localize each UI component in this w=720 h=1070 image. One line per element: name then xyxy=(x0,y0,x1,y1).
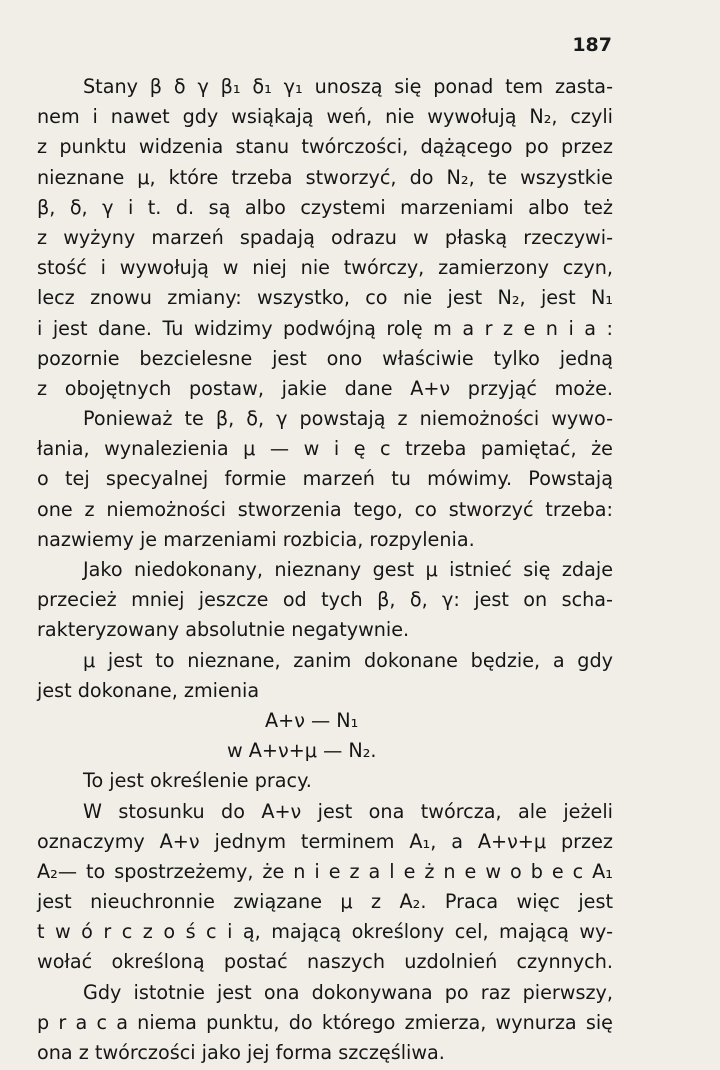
text-line: z wyżyny marzeń spadają odrazu w płaską rzeczywi- xyxy=(37,225,613,249)
text-line: o tej specyalnej formie marzeń tu mówimy. Powstają xyxy=(37,467,613,491)
text-line: Ponieważ te β, δ, γ powstają z niemożności wywo- xyxy=(83,407,613,431)
text-line: oznaczymy A+ν jednym terminem A₁, a A+ν+μ przez xyxy=(37,829,613,853)
text-line: i jest dane. Tu widzimy podwójną rolę m a r z e n i a : xyxy=(37,316,613,340)
text-line: rakteryzowany absolutnie negatywnie. xyxy=(37,618,410,642)
text-line: nazwiemy je marzeniami rozbicia, rozpylenia. xyxy=(37,527,475,551)
text-line: one z niemożności stworzenia tego, co stworzyć trzeba: xyxy=(37,497,613,521)
text-line: μ jest to nieznane, zanim dokonane będzie, a gdy xyxy=(83,648,613,672)
text-line: A₂— to spostrzeżemy, że n i e z a l e ż n e w o b e c A₁ xyxy=(37,859,613,883)
text-line: z obojętnych postaw, jakie dane A+ν przyjąć może. xyxy=(37,376,613,400)
body-text xyxy=(37,72,613,1068)
text-line: p r a c a niema punktu, do którego zmierza, wynurza się xyxy=(37,1010,613,1034)
text-line: W stosunku do A+ν jest ona twórcza, ale jeżeli xyxy=(83,799,613,823)
formula-line: w A+ν+μ — N₂. xyxy=(227,739,377,763)
text-line: nieznane μ, które trzeba stworzyć, do N₂, te wszystkie xyxy=(37,165,613,189)
text-line: z punktu widzenia stanu twórczości, dążącego po przez xyxy=(37,135,613,159)
text-line: Stany β δ γ β₁ δ₁ γ₁ unoszą się ponad tem zasta- xyxy=(83,75,613,98)
text-line: To jest określenie pracy. xyxy=(83,769,312,793)
text-line: pozornie bezcielesne jest ono właściwie tylko jedną xyxy=(37,346,613,370)
text-line: t w ó r c z o ś c i ą, mającą określony cel, mającą wy- xyxy=(37,920,613,944)
formula-line: A+ν — N₁ xyxy=(265,708,359,732)
text-line: jest nieuchronnie związane μ z A₂. Praca więc jest xyxy=(37,890,613,914)
text-line: Jako niedokonany, nieznany gest μ istnieć się zdaje xyxy=(83,558,613,581)
text-line: ona z twórczości jako jej forma szczęśliwa. xyxy=(37,1041,445,1064)
text-line: stość i wywołują w niej nie twórczy, zamierzony czyn, xyxy=(37,256,613,280)
text-line: nem i nawet gdy wsiąkają weń, nie wywołują N₂, czyli xyxy=(37,105,613,129)
text-line: łania, wynalezienia μ — w i ę c trzeba pamiętać, że xyxy=(37,437,613,461)
text-line: jest dokonane, zmienia xyxy=(37,678,260,702)
text-line: wołać określoną postać naszych uzdolnień czynnych. xyxy=(37,950,613,974)
text-line: przecież mniej jeszcze od tych β, δ, γ: jest on scha- xyxy=(37,588,613,612)
text-line: Gdy istotnie jest ona dokonywana po raz pierwszy, xyxy=(83,980,613,1004)
text-line: lecz znowu zmiany: wszystko, co nie jest N₂, jest N₁ xyxy=(37,286,613,310)
text-line: β, δ, γ i t. d. są albo czystemi marzeniami albo też xyxy=(37,195,613,219)
page-number: 187 xyxy=(572,34,612,56)
